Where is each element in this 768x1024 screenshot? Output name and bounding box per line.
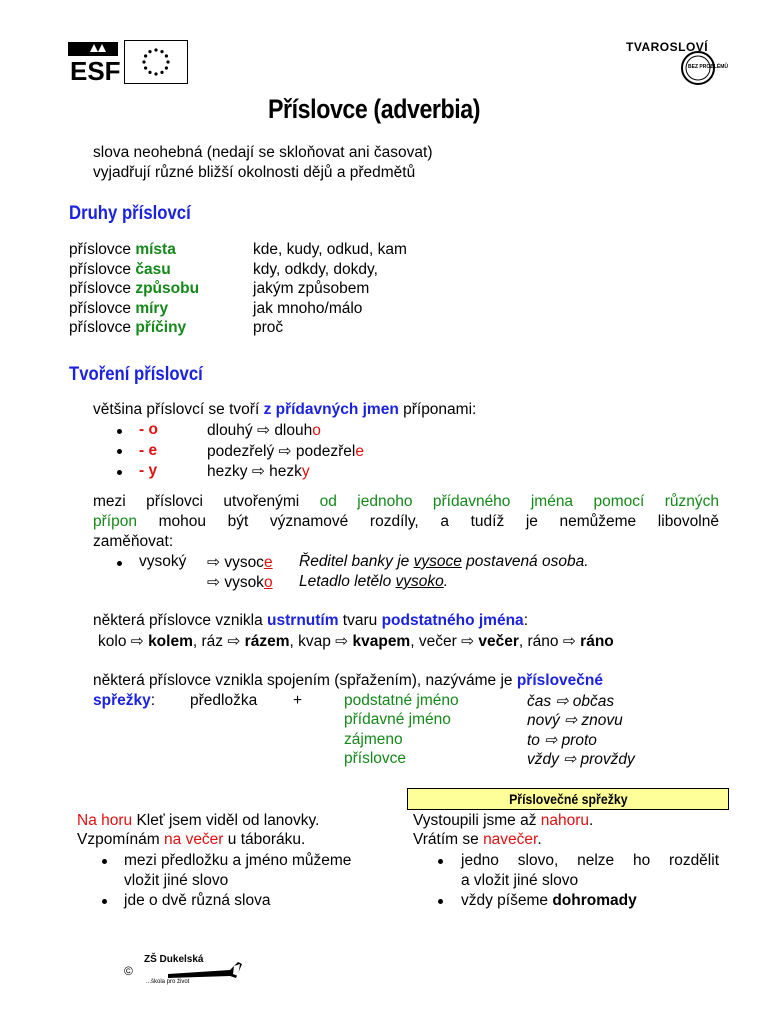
suffix-example: hezky ⇨ hezky (207, 463, 310, 480)
compare-right-line-1: Vystoupili jsme až nahoru. (413, 812, 594, 829)
compare-right-bullet-1-cont: a vložit jiné slovo (461, 872, 579, 889)
vysoky-example-1: Ředitel banky je vysoce postavená osoba. (299, 553, 589, 570)
compare-right-bullet-1: jedno slovo, nelze ho rozdělit (461, 852, 719, 869)
sprezky-type: přídavné jméno (344, 711, 451, 728)
arrow-icon: ⇨ (544, 732, 558, 749)
sprezky-example: vždy ⇨ provždy (527, 751, 635, 768)
sprezky-label: spřežky: (93, 692, 156, 709)
arrow-icon: ⇨ (257, 422, 270, 439)
sprezky-pred: předložka (190, 692, 258, 709)
arrow-icon: ⇨ (563, 751, 577, 768)
druhy-row-questions: jakým způsobem (253, 280, 370, 297)
bullet-icon (102, 899, 107, 904)
compare-left-line-1: Na horu Kleť jsem viděl od lanovky. (77, 812, 320, 829)
arrow-icon: ⇨ (562, 633, 576, 650)
section-heading-druhy: Druhy příslovcí (69, 203, 191, 224)
compare-right-line-2: Vrátím se navečer. (413, 831, 542, 848)
paragraph-line: zaměňovat: (93, 533, 174, 550)
bullet-icon (117, 561, 122, 566)
sprezky-example: čas ⇨ občas (527, 693, 615, 710)
sprezky-example: to ⇨ proto (527, 732, 597, 749)
suffix-example: dlouhý ⇨ dlouho (207, 422, 321, 439)
section-heading-tvoreni: Tvoření příslovcí (69, 364, 203, 385)
bullet-icon (438, 859, 443, 864)
arrow-icon: ⇨ (335, 633, 349, 650)
bullet-icon (117, 429, 122, 434)
suffix-label: - o (139, 421, 158, 438)
compare-left-bullet-1: mezi předložku a jméno můžeme (124, 852, 352, 869)
vysoky-form-1: ⇨ vysoce (207, 554, 273, 571)
ustrnuti-intro: některá příslovce vznikla ustrnutím tvaru podstatného jména: (93, 612, 528, 629)
arrow-icon: ⇨ (130, 633, 144, 650)
sprezky-box-label: Příslovečné spřežky (407, 788, 729, 810)
suffix-label: - e (139, 442, 158, 459)
druhy-row-questions: proč (253, 319, 284, 336)
arrow-icon: ⇨ (207, 554, 220, 571)
intro-line-2: vyjadřují různé bližší okolnosti dějů a předmětů (93, 164, 416, 181)
arrow-icon: ⇨ (251, 463, 265, 480)
tvoreni-intro: většina příslovcí se tvoří z přídavných jmen příponami: (93, 401, 477, 418)
vysoky-word: vysoký (139, 553, 187, 570)
sprezky-type: příslovce (344, 750, 407, 767)
copyright-symbol: © (124, 964, 133, 978)
compare-left-bullet-2: jde o dvě různá slova (124, 892, 271, 909)
compare-left-line-2: Vzpomínám na večer u táboráku. (77, 831, 306, 848)
compare-right-bullet-2: vždy píšeme dohromady (461, 892, 637, 909)
sprezky-type: podstatné jméno (344, 692, 459, 709)
sprezky-intro: některá příslovce vznikla spojením (spřažením), nazýváme je příslovečné (93, 672, 603, 689)
druhy-row-questions: kdy, odkdy, dokdy, (253, 261, 378, 278)
svg-text:ESF: ESF (70, 56, 120, 82)
druhy-row: příslovce příčiny (69, 319, 187, 336)
druhy-row: příslovce času (69, 261, 171, 278)
sprezky-type: zájmeno (344, 731, 403, 748)
paragraph-line: přípon mohou být významové rozdíly, a tudíž je nemůžeme libovolně (93, 513, 719, 530)
school-logo: ZŠ Dukelská ...škola pro život (138, 952, 246, 988)
druhy-row: příslovce místa (69, 241, 176, 258)
druhy-row-questions: kde, kudy, odkud, kam (253, 241, 407, 258)
druhy-row: příslovce způsobu (69, 280, 200, 297)
intro-line-1: slova neohebná (nedají se skloňovat ani časovat) (93, 144, 433, 161)
vysoky-example-2: Letadlo letělo vysoko. (299, 573, 449, 590)
arrow-icon: ⇨ (461, 633, 475, 650)
sprezky-example: nový ⇨ znovu (527, 712, 623, 729)
eu-flag-logo (124, 40, 188, 84)
arrow-icon: ⇨ (278, 443, 292, 460)
bullet-icon (117, 470, 122, 475)
arrow-icon: ⇨ (227, 633, 241, 650)
esf-logo (68, 42, 120, 82)
bullet-icon (438, 899, 443, 904)
druhy-row: příslovce míry (69, 300, 169, 317)
bullet-icon (117, 449, 122, 454)
compare-left-bullet-1-cont: vložit jiné slovo (124, 872, 229, 889)
paragraph-line: mezi příslovci utvořenými od jednoho přídavného jména pomocí různých (93, 493, 719, 510)
bullet-icon (102, 859, 107, 864)
arrow-icon: ⇨ (564, 712, 578, 729)
vysoky-form-2: ⇨ vysoko (207, 574, 273, 591)
ustrnuti-examples: kolo ⇨ kolem, ráz ⇨ rázem, kvap ⇨ kvapem, večer ⇨ večer, ráno ⇨ ráno (98, 633, 614, 650)
tvaroslovi-logo: TVAROSLOVÍ BEZ PROBLÉMŮ (626, 38, 722, 88)
sprezky-plus: + (293, 692, 303, 709)
suffix-label: - y (139, 462, 158, 479)
page-title: Příslovce (adverbia) (268, 94, 481, 124)
arrow-icon: ⇨ (555, 693, 569, 710)
druhy-row-questions: jak mnoho/málo (253, 300, 363, 317)
arrow-icon: ⇨ (207, 574, 220, 591)
suffix-example: podezřelý ⇨ podezřele (207, 443, 364, 460)
